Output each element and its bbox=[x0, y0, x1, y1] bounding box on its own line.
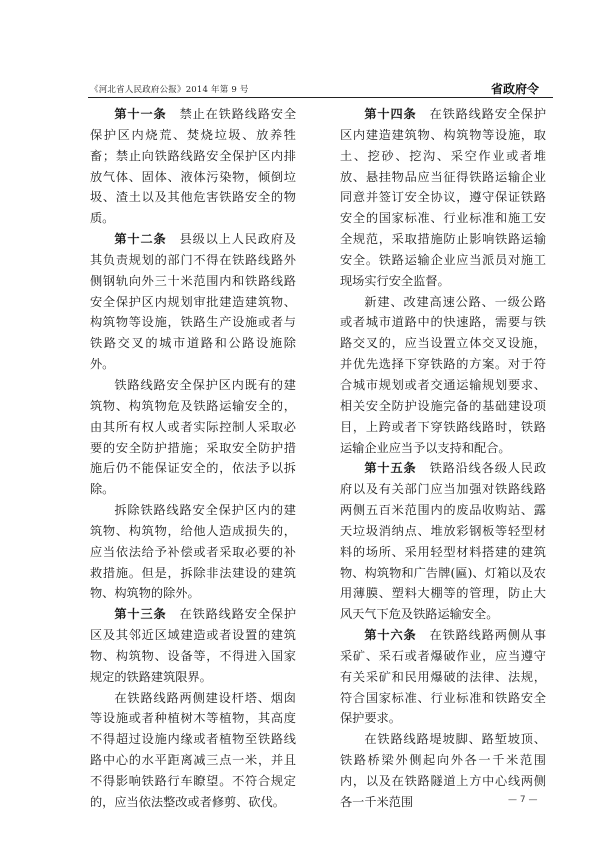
header-divider bbox=[88, 97, 553, 98]
section-title: 省政府令 bbox=[491, 82, 540, 96]
paragraph bbox=[340, 625, 546, 729]
paragraph-text: 在铁路线路安全保护区及其邻近区域建造或者设置的建筑物、构筑物、设备等，不得进入国家规定的铁路建筑限界。 bbox=[90, 607, 297, 684]
paragraph-text: 新建、改建高速公路、一级公路或者城市道路中的快速路，需要与铁路交叉的，应当设置立体交叉设施，并优先选择下穿铁路的方案。对于符合城市规划或者交通运输规划要求、相关安全防护设施完备的基础建设项目，上跨或者下穿铁路线路时，铁路运输企业应当予以支持和配合。 bbox=[340, 294, 546, 455]
paragraph bbox=[340, 104, 546, 292]
paragraph-text: 县级以上人民政府及其负责规划的部门不得在铁路线路外侧钢轨向外三十米范围内和铁路线路安全保护区内规划审批建造建筑物、构筑物等设施，铁路生产设施或者与铁路交叉的城市道路和公路设施除外。 bbox=[90, 232, 297, 372]
article-label: 第十三条 bbox=[114, 607, 167, 622]
paragraph bbox=[90, 688, 296, 813]
article-label: 第十四条 bbox=[364, 107, 417, 121]
page-number: — 7 — bbox=[508, 795, 538, 805]
left-column bbox=[90, 104, 296, 813]
article-label: 第十五条 bbox=[364, 461, 417, 476]
paragraph bbox=[90, 104, 296, 229]
article-label: 第十六条 bbox=[364, 628, 417, 643]
paragraph-text: 拆除铁路线路安全保护区内的建筑物、构筑物，给他人造成损失的，应当依法给予补偿或者采取必要的补救措施。但是，拆除非法建设的建筑物、构筑物的除外。 bbox=[90, 503, 296, 601]
paragraph bbox=[90, 500, 296, 604]
paragraph-text: 铁路线路安全保护区内既有的建筑物、构筑物危及铁路运输安全的，由其所有权人或者实际控制人采取必要的安全防护措施；采取安全防护措施后仍不能保证安全的，依法予以拆除。 bbox=[90, 377, 296, 497]
paragraph-text: 在铁路线路安全保护区内建造建筑物、构筑物等设施，取土、挖砂、挖沟、采空作业或者堆放、悬挂物品应当征得铁路运输企业同意并签订安全协议，遵守保证铁路安全的国家标准、行业标准和施工安全规范，采取措施防止影响铁路运输安全。铁路运输企业应当派员对施工现场实行安全监督。 bbox=[340, 107, 547, 288]
paragraph bbox=[90, 229, 296, 375]
paragraph bbox=[90, 604, 296, 687]
article-label: 第十二条 bbox=[114, 232, 167, 247]
paragraph-text: 在铁路线路两侧从事采矿、采石或者爆破作业，应当遵守有关采矿和民用爆破的法律、法规，符合国家标准、行业标准和铁路安全保护要求。 bbox=[340, 628, 547, 726]
paragraph-text: 在铁路线路堤坡脚、路堑坡顶、铁路桥梁外侧起向外各一千米范围内，以及在铁路隧道上方中心线两侧各一千米范围 bbox=[340, 732, 546, 809]
article-label: 第十一条 bbox=[114, 107, 167, 121]
journal-header: 《河北省人民政府公报》2014 年第 9 号 bbox=[90, 85, 249, 95]
paragraph-text: 在铁路线路两侧建设杆塔、烟囱等设施或者种植树木等植物，其高度不得超过设施内缘或者植物至铁路线路中心的水平距离减三点一米，并且不得影响铁路行车瞭望。不符合规定的，应当依法整改或者修剪、砍伐。 bbox=[90, 690, 296, 809]
right-column bbox=[340, 104, 546, 813]
paragraph bbox=[90, 375, 296, 500]
paragraph-text: 铁路沿线各级人民政府以及有关部门应当加强对铁路线路两侧五百米范围内的废品收购站、露天垃圾消纳点、堆放彩钢板等轻型材料的场所、采用轻型材料搭建的建筑物、构筑物和广告牌(匾)、灯箱以及农用薄膜、塑料大棚等的管理，防止大风天气下危及铁路运输安全。 bbox=[340, 461, 547, 622]
paragraph bbox=[340, 292, 546, 459]
paragraph bbox=[340, 458, 546, 625]
paragraph-text: 禁止在铁路线路安全保护区内烧荒、焚烧垃圾、放养牲畜；禁止向铁路线路安全保护区内排放气体、固体、液体污染物，倾倒垃圾、渣土以及其他危害铁路安全的物质。 bbox=[90, 107, 297, 226]
